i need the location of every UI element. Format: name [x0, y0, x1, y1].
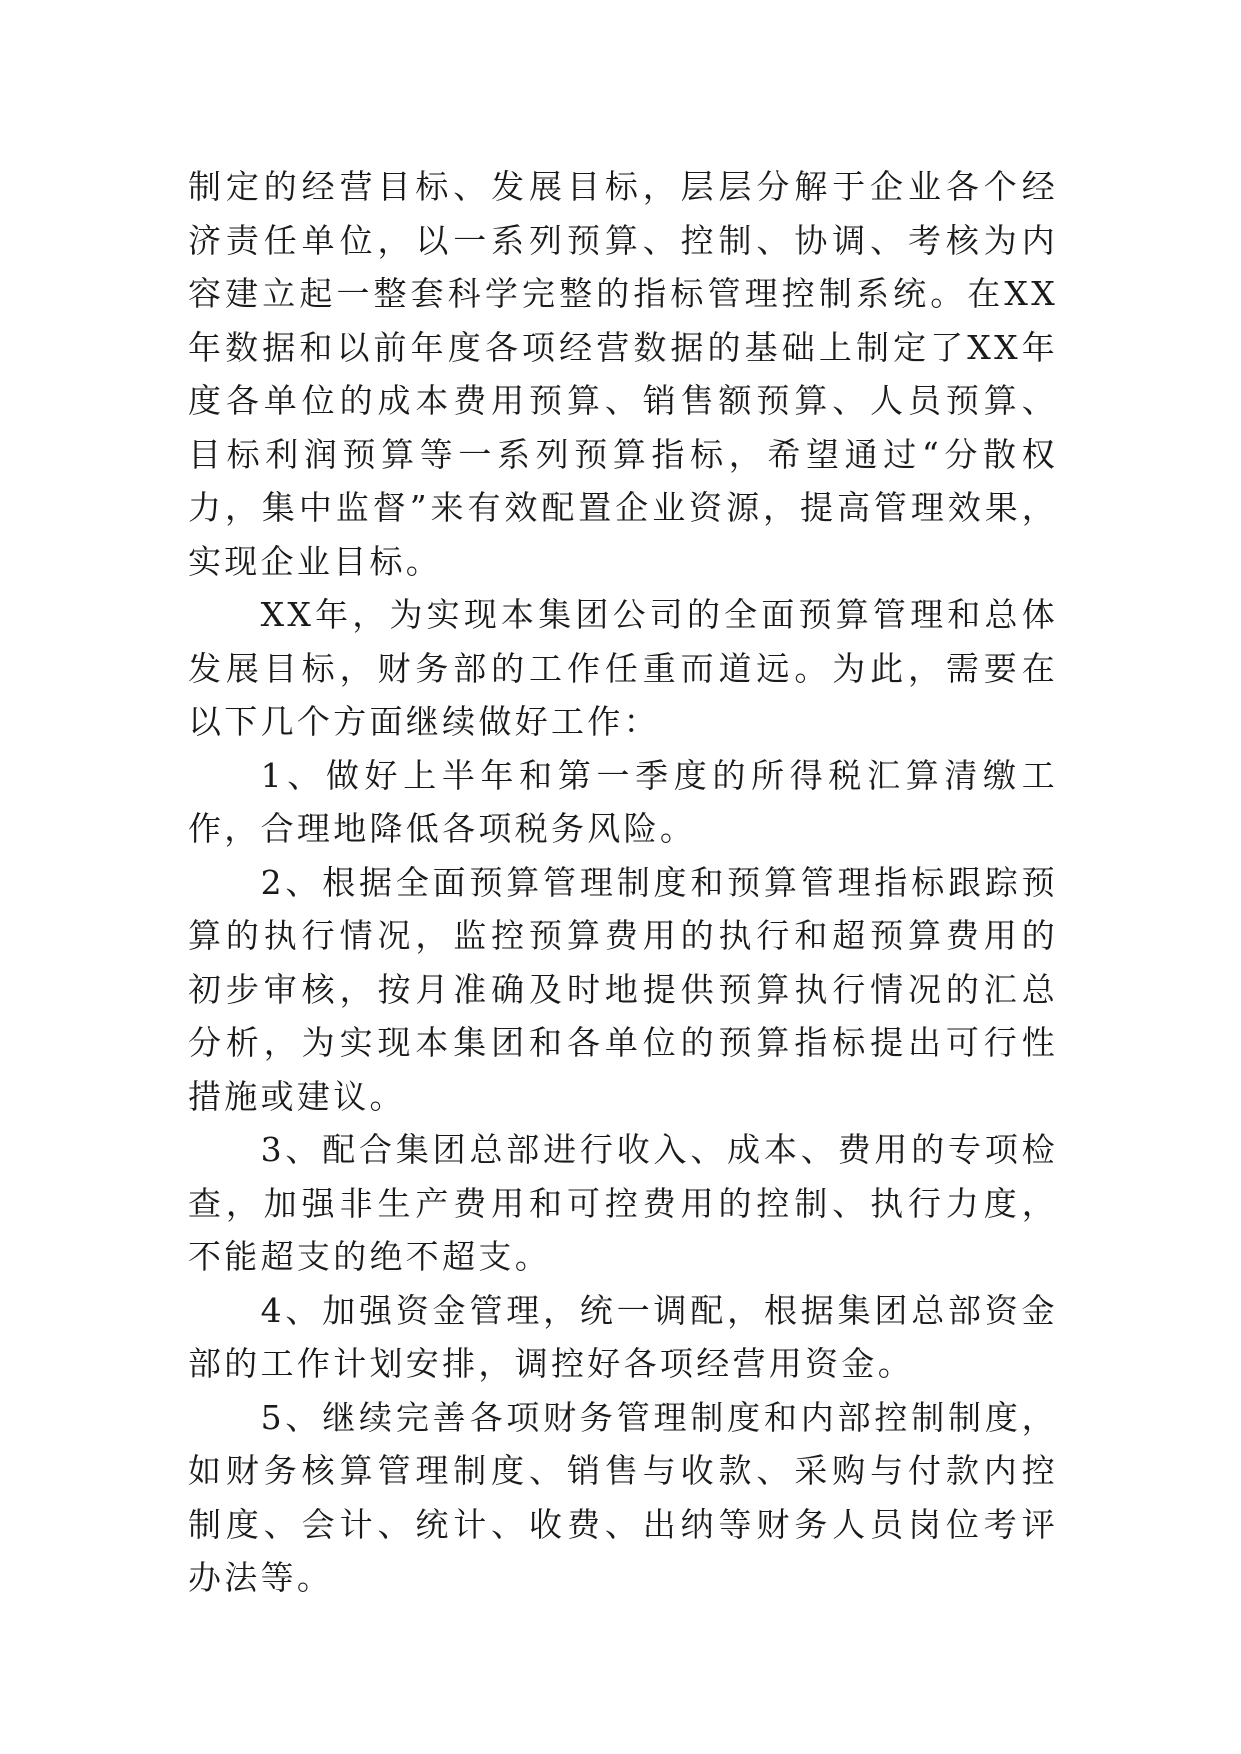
- paragraph-item-3: 3、配合集团总部进行收入、成本、费用的专项检查，加强非生产费用和可控费用的控制、执行力度，不能超支的绝不超支。: [188, 1130, 1058, 1276]
- paragraph-item-2: 2、根据全面预算管理制度和预算管理指标跟踪预算的执行情况，监控预算费用的执行和超预算费用的初步审核，按月准确及时地提供预算执行情况的汇总分析，为实现本集团和各单位的预算指标提出可行性措施或建议。: [188, 862, 1058, 1116]
- document-body: [188, 160, 1058, 1605]
- paragraph-continuation: 制定的经营目标、发展目标，层层分解于企业各个经济责任单位，以一系列预算、控制、协调、考核为内容建立起一整套科学完整的指标管理控制系统。在XX年数据和以前年度各项经营数据的基础上制定了XX年度各单位的成本费用预算、销售额预算、人员预算、目标利润预算等一系列预算指标，希望通过“分散权力，集中监督”来有效配置企业资源，提高管理效果，实现企业目标。: [188, 167, 1058, 581]
- paragraph-item-4: 4、加强资金管理，统一调配，根据集团总部资金部的工作计划安排，调控好各项经营用资金。: [188, 1290, 1058, 1383]
- paragraph-intro: XX年，为实现本集团公司的全面预算管理和总体发展目标，财务部的工作任重而道远。为此，需要在以下几个方面继续做好工作：: [188, 595, 1058, 741]
- paragraph-item-5: 5、继续完善各项财务管理制度和内部控制制度，如财务核算管理制度、销售与收款、采购与付款内控制度、会计、统计、收费、出纳等财务人员岗位考评办法等。: [188, 1397, 1058, 1597]
- paragraph-item-1: 1、做好上半年和第一季度的所得税汇算清缴工作，合理地降低各项税务风险。: [188, 755, 1058, 848]
